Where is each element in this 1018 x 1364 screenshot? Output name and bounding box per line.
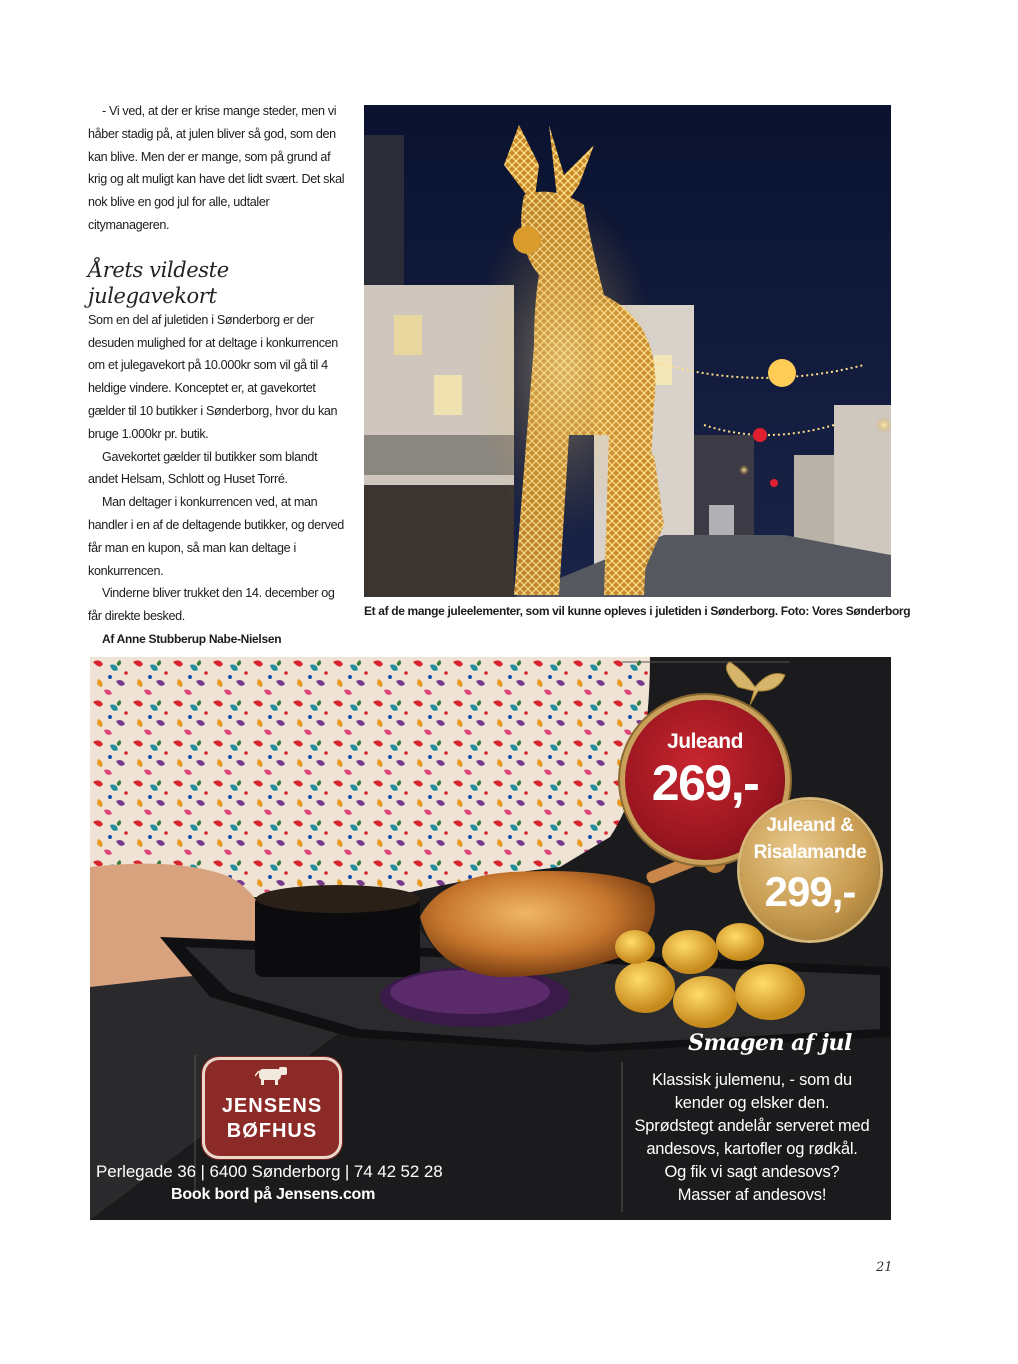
- booking-link[interactable]: Book bord på Jensens.com: [171, 1186, 376, 1203]
- section-heading: Årets vildeste julegavekort: [88, 257, 229, 308]
- reindeer-street-photo: [364, 105, 891, 597]
- badge-price: 299,-: [764, 868, 856, 915]
- badge-label: Risalamande: [753, 842, 867, 863]
- ad-tagline: Smagen af jul: [688, 1030, 852, 1056]
- badge-label: Juleand &: [766, 815, 854, 836]
- article-paragraph: Gavekortet gælder til butikker som blandt andet Helsam, Schlott og Huset Torré.: [88, 449, 318, 487]
- article-paragraph: Som en del af juletiden i Sønderborg er der desuden mulighed for at deltage i konkurrencen om et julegavekort på 10.000kr som vil gå til 4 heldige vindere. Konceptet er, at gavekortet gælder til 10 butikker i Sønderborg, hvor du kan bruge 1.000kr pr. butik.: [88, 312, 338, 441]
- restaurant-advertisement: [90, 657, 891, 1220]
- restaurant-address: Perlegade 36 | 6400 Sønderborg | 74 42 52 28: [96, 1162, 443, 1181]
- article-paragraph: - Vi ved, at der er krise mange steder, men vi håber stadig på, at julen bliver så god, som den kan blive. Men der er mange, som på grund af krig og alt muligt kan have det lidt svært. Det skal nok blive en god jul for alle, udtaler citymanageren.: [88, 104, 345, 232]
- menu-line: kender og elsker den.: [674, 1094, 830, 1112]
- menu-line: andesovs, kartofler og rødkål.: [646, 1140, 858, 1158]
- page-number: 21: [876, 1260, 893, 1275]
- restaurant-logo: [205, 1060, 339, 1156]
- menu-line: Klassisk julemenu, - som du: [651, 1071, 852, 1089]
- article-column: [88, 100, 346, 651]
- logo-text: BØFHUS: [226, 1120, 318, 1142]
- badge-price: 269,-: [651, 755, 759, 811]
- badge-label: Juleand: [667, 730, 743, 753]
- photo-caption: Et af de mange juleelementer, som vil kunne opleves i juletiden i Sønderborg. Foto: Vores Sønderborg: [364, 604, 911, 618]
- article-paragraph: Man deltager i konkurrencen ved, at man handler i en af de deltagende butikker, og derved får man en kupon, så man kan deltage i konkurrencen.: [88, 495, 344, 578]
- cow-icon: [255, 1064, 289, 1086]
- menu-line: Masser af andesovs!: [677, 1186, 827, 1204]
- byline: Af Anne Stubberup Nabe-Nielsen: [102, 631, 282, 646]
- menu-description: [618, 1069, 886, 1207]
- article-paragraph: Vinderne bliver trukket den 14. december og får direkte besked.: [88, 586, 335, 624]
- logo-text: JENSENS: [221, 1095, 323, 1117]
- photo-illustration: [364, 105, 891, 597]
- menu-line: Sprødstegt andelår serveret med: [634, 1117, 870, 1135]
- menu-line: Og fik vi sagt andesovs?: [664, 1163, 840, 1181]
- price-badge-juleand-risalamande: [740, 800, 880, 940]
